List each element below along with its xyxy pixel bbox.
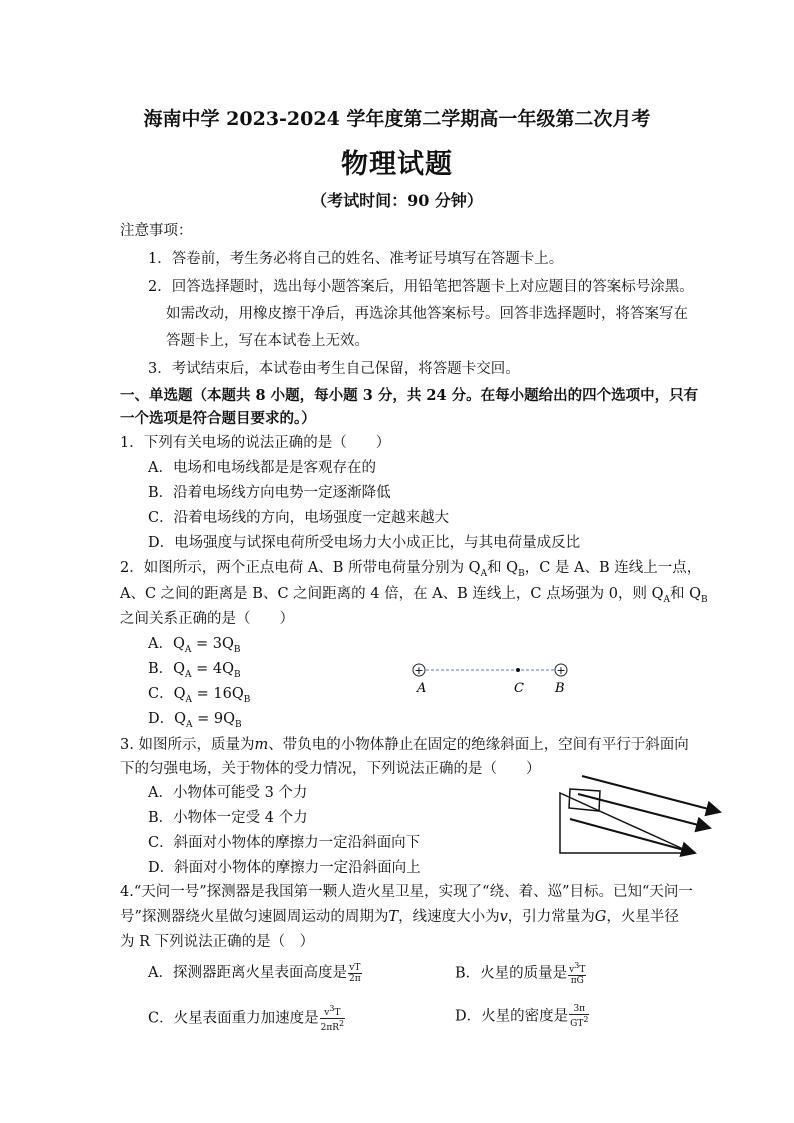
q1-option-b: B．沿着电场线方向电势一定逐渐降低	[148, 485, 391, 501]
label-c: C	[514, 681, 524, 696]
q2-stem-line-2: A、C 之间的距离是 B、C 之间距离的 4 倍，在 A、B 连线上，C 点场强为 0，则 $Q_A$和 $Q_B$	[120, 586, 708, 605]
q1-option-a: A．电场和电场线都是是客观存在的	[148, 460, 376, 476]
section-heading-line-1: 一、单选题（本题共 8 小题，每小题 3 分，共 24 分。在每小题给出的四个选项中，只有	[120, 387, 699, 404]
q1-option-d: D．电场强度与试探电荷所受电场力大小成正比，与其电荷量成反比	[148, 535, 581, 551]
q4-option-b-fraction: $\frac{v^3T}{\pi G}$	[569, 961, 586, 986]
q3-option-d: D．斜面对小物体的摩擦力一定沿斜面向上	[148, 860, 421, 876]
q3-option-b: B．小物体一定受 4 个力	[148, 810, 308, 826]
field-arrow-3	[570, 819, 695, 853]
q2-charge-diagram	[405, 660, 575, 698]
notice-item-1: 1．答卷前，考生务必将自己的姓名、准考证号填写在答题卡上。	[148, 251, 564, 267]
q2-option-b: B．$Q_A = 4Q_B$	[148, 661, 241, 680]
q4-stem-line-3: 为 R 下列说法正确的是（ ）	[120, 934, 315, 950]
q1-stem: 1．下列有关电场的说法正确的是（ ）	[120, 435, 391, 451]
q4-option-c: C．火星表面重力加速度是 $\frac{v^3T}{2\pi R^2}$	[148, 1004, 345, 1033]
notice-heading: 注意事项：	[120, 223, 193, 239]
q4-option-b: B．火星的质量是 $\frac{v^3T}{\pi G}$	[455, 961, 586, 986]
label-a: A	[417, 681, 427, 696]
notice-item-2-line-2: 如需改动，用橡皮擦干净后，再选涂其他答案标号。回答非选择题时，将答案写在	[166, 306, 688, 322]
q2-stem-line-1: 2．如图所示，两个正点电荷 A、B 所带电荷量分别为 $Q_A$和 $Q_B$，C 是 A、B 连线上一点，	[120, 560, 702, 579]
q4-stem-line-2: 号”探测器绕火星做匀速圆周运动的周期为T，线速度大小为v，引力常量为G，火星半径	[120, 909, 679, 925]
q4-stem-line-1: 4.“天问一号”探测器是我国第一颗人造火星卫星，实现了“绕、着、巡”目标。已知“天问一	[120, 884, 693, 900]
exam-duration: （考试时间：90 分钟）	[311, 191, 483, 210]
q3-incline-diagram	[530, 775, 730, 860]
q2-option-a: A．$Q_A = 3Q_B$	[148, 636, 241, 655]
q3-option-c: C．斜面对小物体的摩擦力一定沿斜面向下	[148, 835, 421, 851]
q4-option-d-fraction: $\frac{3\pi}{GT^2}$	[570, 1004, 589, 1029]
label-b: B	[555, 681, 565, 696]
point-c-dot	[516, 668, 520, 672]
incline-triangle	[560, 793, 692, 853]
q3-option-a: A．小物体可能受 3 个力	[148, 785, 308, 801]
notice-item-2-line-1: 2．回答选择题时，选出每小题答案后，用铅笔把答题卡上对应题目的答案标号涂黑。	[148, 279, 694, 295]
q2-option-c: C．$Q_A = 16Q_B$	[148, 686, 251, 705]
q2-stem-line-3: 之间关系正确的是（ ）	[120, 611, 294, 627]
field-arrow-1	[582, 776, 720, 812]
q3-stem-line-2: 下的匀强电场，关于物体的受力情况，下列说法正确的是（ ）	[120, 761, 541, 777]
notice-item-2-line-3: 答题卡上，写在本试卷上无效。	[166, 333, 369, 349]
q4-option-a: A．探测器距离火星表面高度是 $\frac{vT}{2\pi}$	[148, 962, 361, 984]
charge-b-plus: +	[556, 664, 566, 677]
q3-stem-line-1: 3. 如图所示，质量为m、带负电的小物体静止在固定的绝缘斜面上，空间有平行于斜面向	[120, 737, 689, 753]
subject-title: 物理试题	[341, 149, 453, 180]
q2-option-d: D．$Q_A = 9Q_B$	[148, 711, 242, 730]
q4-option-c-fraction: $\frac{v^3T}{2\pi R^2}$	[320, 1004, 345, 1033]
charge-a-plus: +	[414, 664, 424, 677]
exam-title: 海南中学 2023-2024 学年度第二学期高一年级第二次月考	[143, 108, 651, 130]
q1-option-c: C．沿着电场线的方向，电场强度一定越来越大	[148, 510, 450, 526]
notice-item-3: 3．考试结束后，本试卷由考生自己保留，将答题卡交回。	[148, 361, 520, 377]
q4-option-a-fraction: $\frac{vT}{2\pi}$	[348, 962, 361, 984]
section-heading-line-2: 一个选项是符合题目要求的。）	[120, 410, 316, 427]
q4-option-d: D．火星的密度是 $\frac{3\pi}{GT^2}$	[455, 1004, 589, 1029]
